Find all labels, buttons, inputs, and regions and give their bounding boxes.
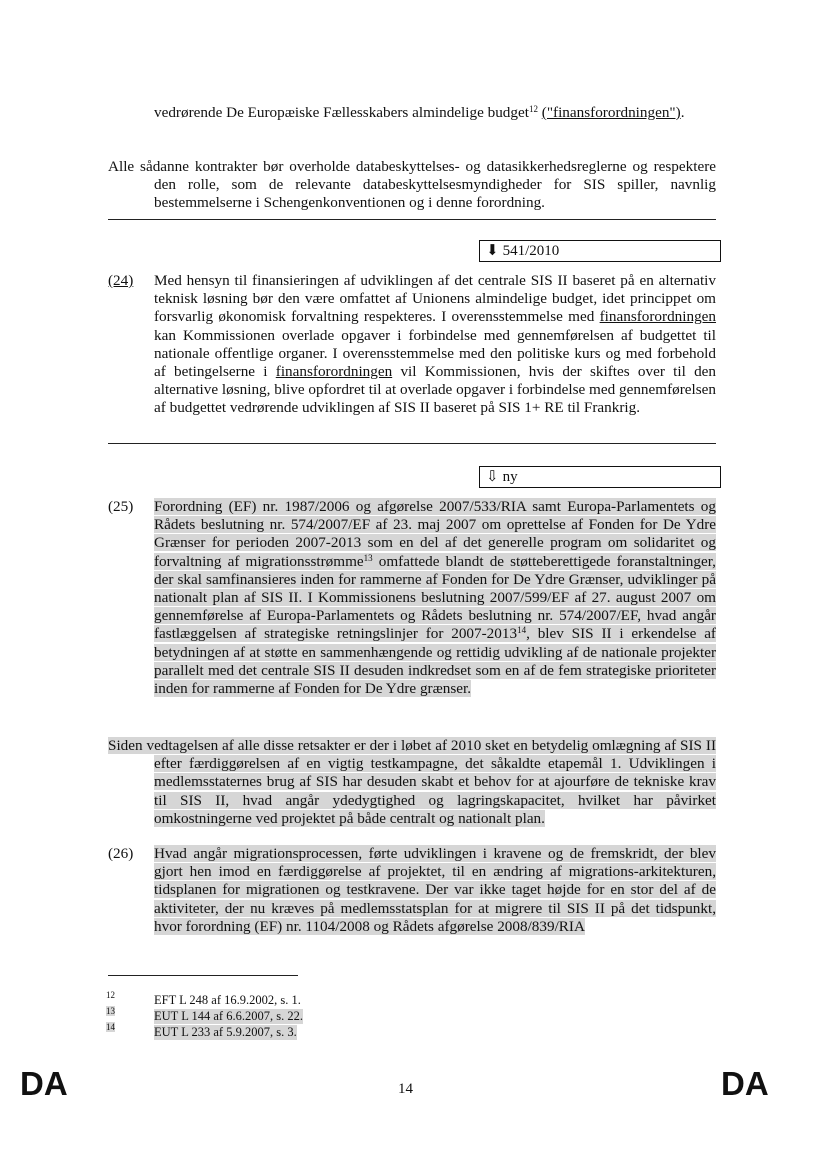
footnote-12-number: 12 xyxy=(106,990,115,1000)
finansforordningen-link-1: finansforordningen xyxy=(599,308,717,326)
recital-24-number: (24) xyxy=(108,272,134,289)
footnote-14-number: 14 xyxy=(106,1022,115,1032)
recital-25-number: (25) xyxy=(108,498,134,515)
marker-label: ny xyxy=(502,469,518,485)
amendment-marker-ny xyxy=(479,466,721,488)
footnote-ref-12: 12 xyxy=(528,104,538,114)
footnote-14-text: EUT L 233 af 5.9.2007, s. 3. xyxy=(154,1025,297,1039)
recital-26-number: (26) xyxy=(108,845,134,862)
footnote-ref-13: 13 xyxy=(363,552,373,563)
footnote-13-text: EUT L 144 af 6.6.2007, s. 22. xyxy=(154,1009,303,1023)
recital-24-text: Med hensyn til finansieringen af udviklingen af det centrale SIS II baseret på en alternativ teknisk løsning bør den være omfattet af Unionens almindelige budget, idet princippet om forsvarlig økonomisk forvaltning respekteres. I overensstemmelse med finansforordningen kan Kommissionen overlade opgaver i forbindelse med gennemførelsen af budgettet til nationale offentlige organer. I overensstemmelse med den politiske kurs og med forbehold af betingelserne i finansforordningen vil Kommissionen, hvis der skiftes over til den alternative løsning, blive opfordret til at overlade opgaver i forbindelse med gennemførelsen af budgettet vedrørende udviklingen af SIS II baseret på SIS 1+ RE til Frankrig. xyxy=(154,272,717,417)
separator-rule-1 xyxy=(108,219,716,220)
marker-label: 541/2010 xyxy=(502,243,560,259)
highlighted-text: Forordning (EF) nr. 1987/2006 og afgørelse 2007/533/RIA samt Europa-Parlamentets og Rådets beslutning nr. 574/2007/EF af 23. maj 2007 om oprettelse af Fonden for De Ydre Grænser for perioden 2007-2013 som en del af det generelle program om solidaritet og forvaltning af migrationsstrømme$^{13}$ omfattede blandt de støtteberettigede foranstaltninger, der skal samfinansieres inden for rammerne af Fonden for De Ydre Grænser, udviklinger på nationalt plan af SIS II. I Kommissionens beslutning 2007/599/EF af 27. august 2007 om gennemførelse af Europa-Parlamentets og Rådets beslutning nr. 574/2007/EF, hvad angår fastlæggelsen af strategiske retningslinjer for 2007-2013$^{14}$, blev SIS II i erkendelse af betydningen af at støtte en sammenhængende og rettidig udvikling af de nationale projekter parallelt med det centrale SIS II desuden indkredset som en af de fem strategiske prioriteter inden for rammerne af Fonden for De Ydre grænser. xyxy=(154,498,716,698)
page-number: 14 xyxy=(398,1081,413,1097)
footnote-ref-14: 14 xyxy=(517,625,527,636)
language-code-left: DA xyxy=(20,1065,68,1102)
finansforordningen-link: ("finansforordningen") xyxy=(541,104,681,121)
highlighted-text: Hvad angår migrationsprocessen, førte udviklingen i kravene og de fremskridt, der blev gjort hen imod en færdiggørelse af projektet, til en ændring af migrations-arkitekturen, tidsplanen for migrationen og testkravene. Der var ikke taget højde for en stor del af de aktiviteter, der nu kræves på medlemsstatsplan for at migrere til SIS II på det tidspunkt, hvor forordning (EF) nr. 1104/2008 og Rådets afgørelse 2008/839/RIA xyxy=(154,845,716,935)
finansforordningen-link-2: finansforordningen xyxy=(275,363,393,381)
paragraph-since xyxy=(108,737,716,828)
amendment-marker-541-2010 xyxy=(479,240,721,262)
footnote-13-number: 13 xyxy=(106,1006,115,1016)
recital-25-text xyxy=(154,498,716,698)
top-continuation: vedrørende De Europæiske Fællesskabers almindelige budget$^{12}$ ("finansforordningen"). xyxy=(154,104,685,121)
highlighted-text: Siden vedtagelsen af alle disse retsakter er der i løbet af 2010 sket en betydelig omlægning af SIS II efter færdiggørelsen af en vigtig testkampagne, det såkaldte etapemål 1. Udviklingen i medlemsstaternes brug af SIS har desuden skabt et behov for at ajourføre de tekniske krav til SIS II, hvad angår ydedygtighed og lagringskapacitet, hvilket har påvirket omkostningerne ved projektet på både centralt og nationalt plan. xyxy=(108,737,716,827)
hollow-arrow-down-icon: ⇩ xyxy=(486,469,499,485)
arrow-down-icon: ⬇ xyxy=(486,243,499,259)
recital-26-text xyxy=(154,845,716,936)
paragraph-contracts: Alle sådanne kontrakter bør overholde databeskyttelses- og datasikkerhedsreglerne og respektere den rolle, som de relevante databeskyttelsesmyndigheder for SIS spiller, navnlig bestemmelserne i Schengenkonventionen og i denne forordning. xyxy=(108,158,716,212)
footnote-12-text: EFT L 248 af 16.9.2002, s. 1. xyxy=(154,993,301,1007)
footnote-separator xyxy=(108,975,298,976)
separator-rule-2 xyxy=(108,443,716,444)
language-code-right: DA xyxy=(721,1065,769,1102)
